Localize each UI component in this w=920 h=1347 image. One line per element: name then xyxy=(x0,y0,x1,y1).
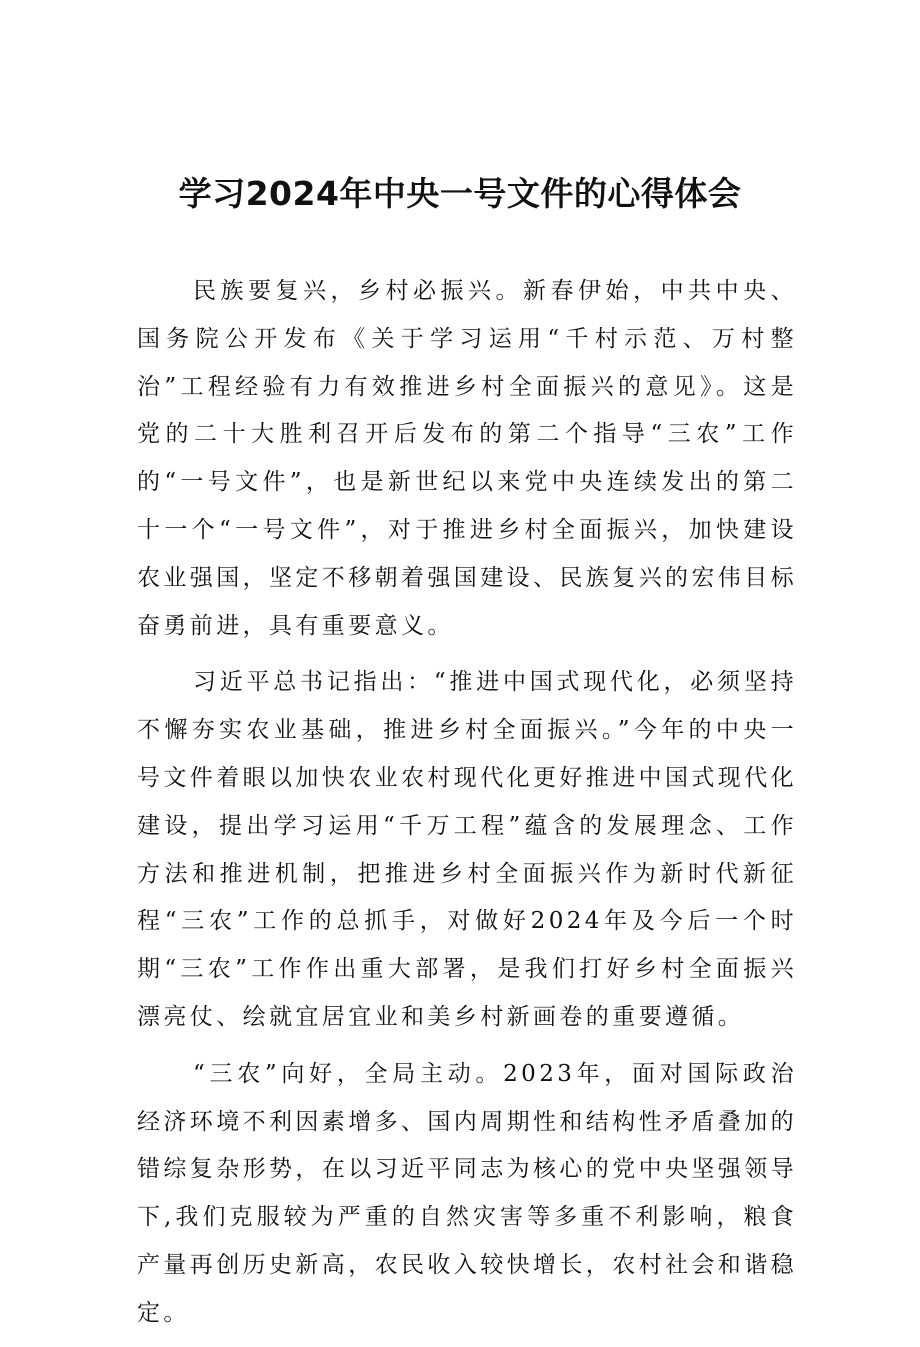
document-body xyxy=(137,268,797,1347)
paragraph-1: 民族要复兴，乡村必振兴。新春伊始，中共中央、国务院公开发布《关于学习运用“千村示范、万村整治”工程经验有力有效推进乡村全面振兴的意见》。这是党的二十大胜利召开后发布的第二个指导“三农”工作的“一号文件”，也是新世纪以来党中央连续发出的第二十一个“一号文件”，对于推进乡村全面振兴，加快建设农业强国，坚定不移朝着强国建设、民族复兴的宏伟目标奋勇前进，具有重要意义。 xyxy=(137,278,797,639)
paragraph-2: 习近平总书记指出：“推进中国式现代化，必须坚持不懈夯实农业基础，推进乡村全面振兴。”今年的中央一号文件着眼以加快农业农村现代化更好推进中国式现代化建设，提出学习运用“千万工程”蕴含的发展理念、工作方法和推进机制，把推进乡村全面振兴作为新时代新征程“三农”工作的总抓手，对做好2024年及今后一个时期“三农”工作作出重大部署，是我们打好乡村全面振兴漂亮仗、绘就宜居宜业和美乡村新画卷的重要遵循。 xyxy=(137,669,797,1030)
document-title: 学习2024年中央一号文件的心得体会 xyxy=(178,174,742,213)
paragraph-3: “三农”向好，全局主动。2023年，面对国际政治经济环境不利因素增多、国内周期性和结构性矛盾叠加的错综复杂形势，在以习近平同志为核心的党中央坚强领导下,我们克服较为严重的自然灾害等多重不利影响，粮食产量再创历史新高，农民收入较快增长，农村社会和谐稳定。 xyxy=(137,1060,797,1326)
